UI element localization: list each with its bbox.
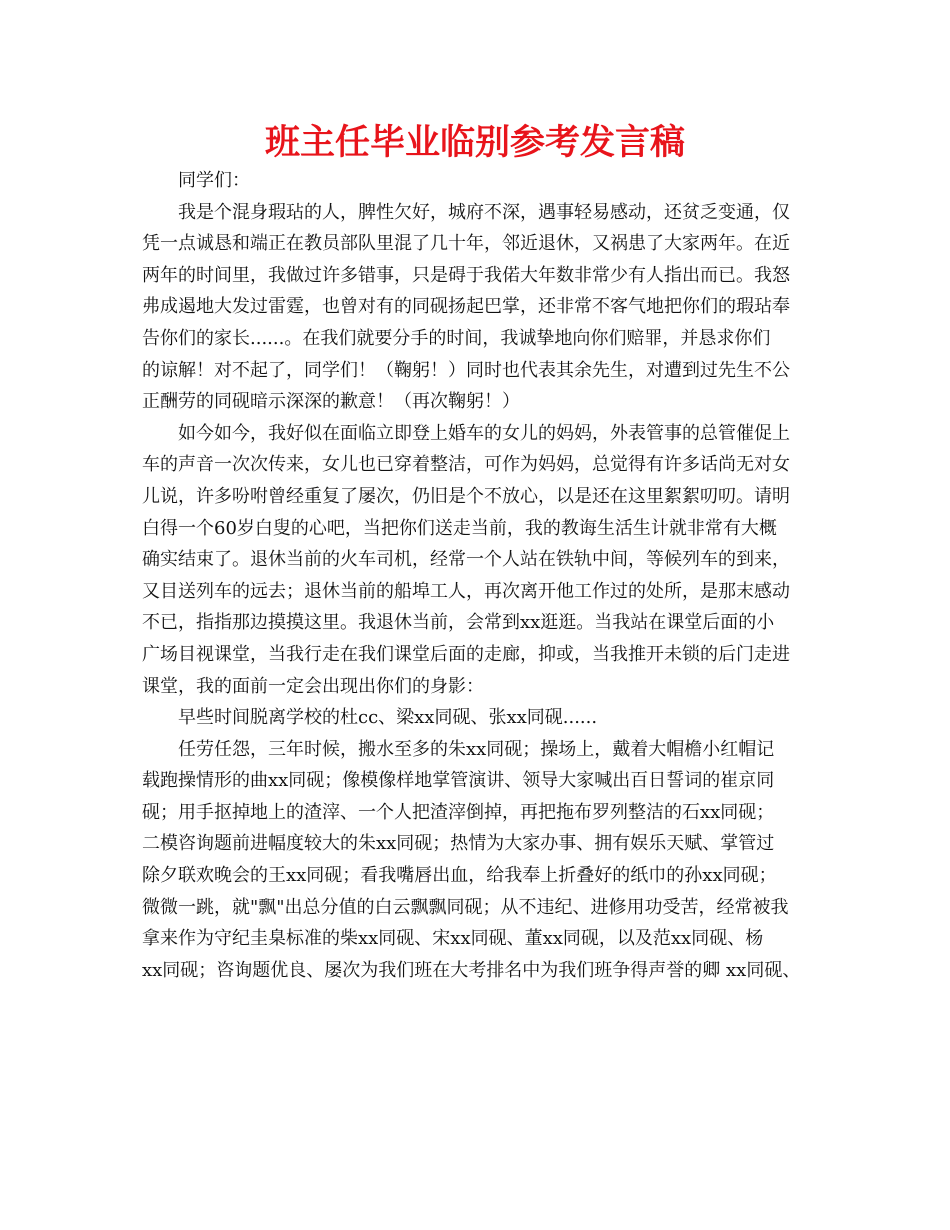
text-line: 不已，指指那边摸摸这里。我退休当前，会常到xx逛逛。当我站在课堂后面的小 bbox=[142, 612, 775, 634]
text-line: 微微一跳，就"飘"出总分值的白云飘飘同砚；从不违纪、进修用功受苦，经常被我 bbox=[142, 896, 789, 918]
text-line: 儿说，许多吩咐曾经重复了屡次，仍旧是个不放心，以是还在这里絮絮叨叨。请明 bbox=[142, 485, 790, 507]
document-title: 班主任毕业临别参考发言稿 bbox=[264, 123, 685, 163]
text-line: 弗成遏地大发过雷霆，也曾对有的同砚扬起巴掌，还非常不客气地把你们的瑕玷奉 bbox=[142, 296, 790, 318]
text-line: 的谅解！对不起了，同学们！（鞠躬！）同时也代表其余先生，对遭到过先生不公 bbox=[142, 359, 790, 381]
text-line: 确实结束了。退休当前的火车司机，经常一个人站在铁轨中间，等候列车的到来， bbox=[142, 549, 790, 571]
text-line: 除夕联欢晚会的王xx同砚；看我嘴唇出血，给我奉上折叠好的纸巾的孙xx同砚； bbox=[142, 865, 777, 887]
text-line: 拿来作为守纪圭臬标准的柴xx同砚、宋xx同砚、董xx同砚，以及范xx同砚、杨 bbox=[142, 928, 764, 950]
text-line: 课堂，我的面前一定会出现出你们的身影： bbox=[142, 675, 484, 697]
document-body bbox=[142, 165, 825, 986]
text-line: 又目送列车的远去；退休当前的船埠工人，再次离开他工作过的处所，是那末感动 bbox=[142, 580, 790, 602]
text-line: 广场目视课堂，当我行走在我们课堂后面的走廊，抑或，当我推开未锁的后门走进 bbox=[142, 643, 790, 665]
text-line: 告你们的家长......。在我们就要分手的时间，我诚挚地向你们赔罪，并恳求你们 bbox=[142, 327, 771, 349]
text-line: 同学们： bbox=[178, 170, 250, 191]
text-line: 正酬劳的同砚暗示深深的歉意！（再次鞠躬！） bbox=[142, 391, 520, 413]
text-line: xx同砚；咨询题优良、屡次为我们班在大考排名中为我们班争得声誉的卿 xx同砚、 bbox=[142, 959, 801, 981]
text-line: 砚；用手抠掉地上的渣滓、一个人把渣滓倒掉，再把拖布罗列整洁的石xx同砚； bbox=[142, 801, 775, 823]
text-line: 车的声音一次次传来，女儿也已穿着整洁，可作为妈妈，总觉得有许多话尚无对女 bbox=[142, 454, 790, 476]
text-line: 任劳任怨，三年时候，搬水至多的朱xx同砚；操场上，戴着大帽檐小红帽记 bbox=[178, 738, 775, 760]
text-line: 凭一点诚恳和端正在教员部队里混了几十年，邻近退休，又祸患了大家两年。在近 bbox=[142, 233, 790, 255]
text-line: 我是个混身瑕玷的人，脾性欠好，城府不深，遇事轻易感动，还贫乏变通，仅 bbox=[178, 201, 790, 223]
text-line: 两年的时间里，我做过许多错事，只是碍于我偌大年数非常少有人指出而已。我怒 bbox=[142, 264, 790, 286]
text-line: 白得一个60岁白叟的心吧，当把你们送走当前，我的教诲生活生计就非常有大概 bbox=[142, 517, 777, 539]
text-line: 早些时间脱离学校的杜cc、梁xx同砚、张xx同砚...... bbox=[178, 707, 598, 729]
text-line: 二模咨询题前进幅度较大的朱xx同砚；热情为大家办事、拥有娱乐天赋、掌管过 bbox=[142, 833, 775, 855]
text-line: 载跑操情形的曲xx同砚；像模像样地掌管演讲、领导大家喊出百日誓词的崔京同 bbox=[142, 770, 775, 792]
text-line: 如今如今，我好似在面临立即登上婚车的女儿的妈妈，外表管事的总管催促上 bbox=[178, 422, 790, 444]
